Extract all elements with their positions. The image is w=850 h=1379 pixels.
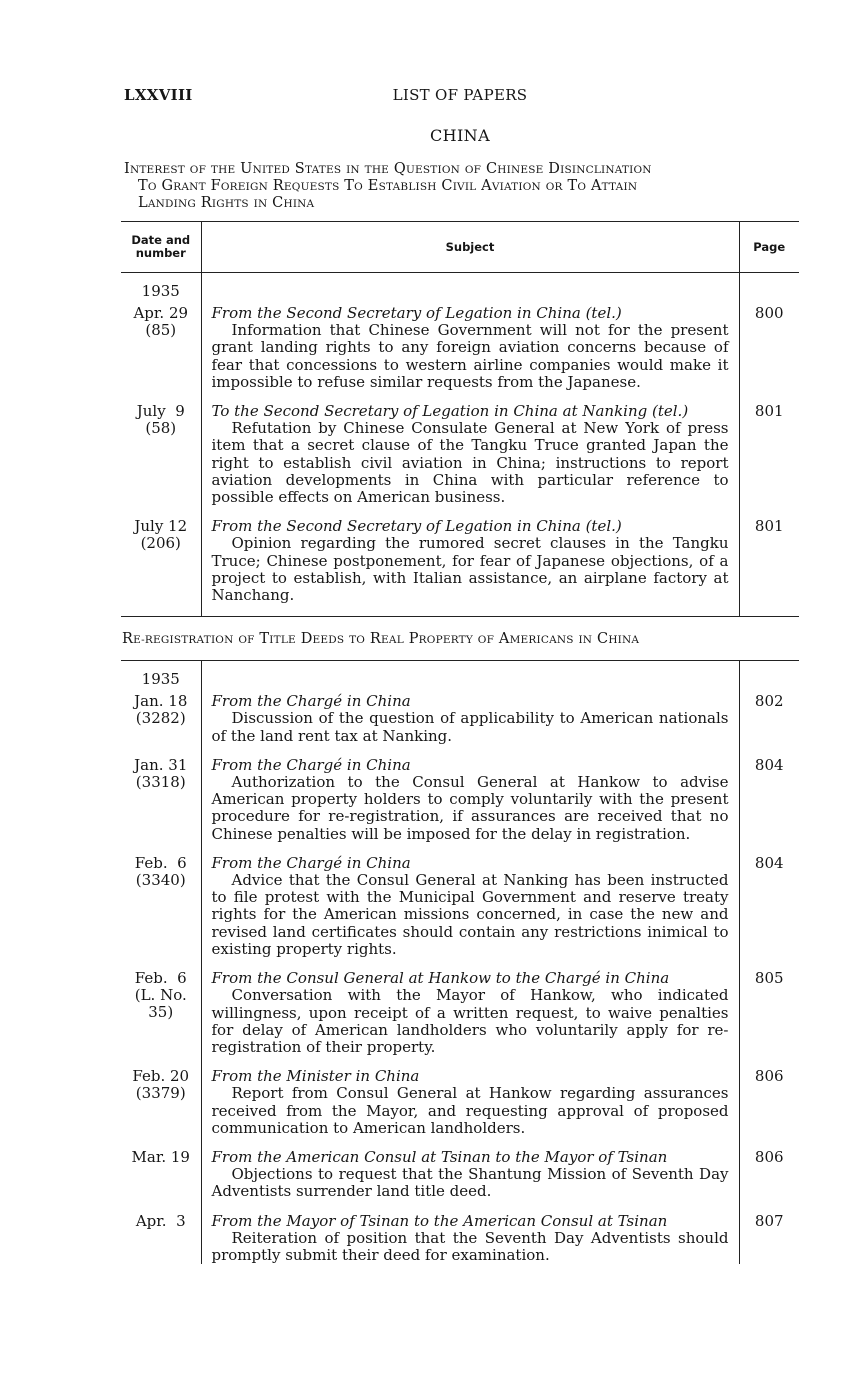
year-label: 1935	[141, 670, 180, 689]
entry-summary: Refutation by Chinese Consulate General at New York of press item that a secret clause of the Tangku Truce granted Japan the right to establish civil aviation in China; instructions to report aviation developments in China with particular reference to possible effects on American business.	[211, 419, 729, 507]
section-title-line: TO GRANT FOREIGN REQUESTS TO ESTABLISH CIVIL AVIATION OR TO ATTAIN	[138, 178, 638, 194]
entry-addressee: From the Chargé in China	[211, 853, 411, 872]
entry-number: (3340)	[135, 870, 186, 889]
year-row	[121, 661, 799, 693]
entry-number: (L. No.	[134, 986, 187, 1005]
subject-cell	[201, 757, 739, 843]
entry-page: 806	[754, 1067, 784, 1086]
subject-cell	[201, 1149, 739, 1201]
entry-date: Apr. 29	[133, 304, 189, 322]
subject-cell	[201, 970, 739, 1056]
entry-number-continued: 35)	[148, 1003, 174, 1022]
subject-cell	[201, 1068, 739, 1137]
entry-date: Feb. 6	[134, 853, 187, 872]
column-header-page: Page	[739, 222, 799, 273]
table-row	[121, 970, 799, 1056]
table-row	[121, 403, 799, 506]
date-cell	[121, 403, 201, 506]
entry-date: Apr. 3	[135, 1211, 186, 1230]
table-header-row	[121, 222, 799, 273]
entry-summary: Advice that the Consul General at Nanking has been instructed to file protest with the Municipal Government and reserve treaty rights for the American missions concerned, in case the new and revised land certificates should contain any restrictions inimical to existing property rights.	[211, 871, 729, 958]
subject-cell	[201, 518, 739, 604]
entry-page: 805	[754, 969, 784, 988]
entry-number: (85)	[145, 321, 177, 339]
table-row	[121, 305, 799, 391]
section-divider	[121, 616, 799, 617]
table-row	[121, 757, 799, 843]
section-title-civil-aviation	[121, 161, 799, 212]
subject-cell	[201, 693, 739, 745]
entry-number: (3318)	[135, 772, 186, 791]
entry-page: 804	[754, 755, 784, 774]
entry-date: Jan. 18	[134, 692, 188, 711]
subject-cell	[201, 1213, 739, 1265]
folio-number: LXXVIII	[124, 86, 193, 104]
entry-number: (206)	[140, 534, 181, 553]
country-heading: CHINA	[429, 126, 491, 145]
entry-page: 801	[754, 517, 784, 536]
column-header-subject: Subject	[201, 222, 739, 273]
running-title: LIST OF PAPERS	[392, 86, 528, 104]
table-row	[121, 518, 799, 604]
papers-table-title-deeds	[121, 660, 799, 1264]
column-header-date-line1: Date and	[131, 233, 191, 247]
date-cell	[121, 693, 201, 745]
column-header-date	[121, 222, 201, 273]
entry-addressee: From the Mayor of Tsinan to the American Consul at Tsinan	[211, 1211, 668, 1230]
entry-summary: Report from Consul General at Hankow regarding assurances received from the Mayor, and requesting approval of proposed communication to American landholders.	[211, 1084, 729, 1137]
column-header-date-line2: number	[135, 246, 186, 260]
entry-date: Feb. 6	[134, 969, 187, 988]
entry-summary: Conversation with the Mayor of Hankow, who indicated willingness, upon receipt of a written request, to waive penalties for delay of American landholders who voluntarily apply for re-registration of their property.	[211, 986, 729, 1056]
date-cell	[121, 970, 201, 1056]
table-row	[121, 1213, 799, 1265]
date-cell	[121, 855, 201, 958]
date-cell	[121, 305, 201, 391]
running-head	[121, 86, 799, 108]
date-cell	[121, 757, 201, 843]
entry-number: (58)	[145, 419, 177, 438]
entry-number: (3282)	[135, 709, 186, 728]
subject-cell	[201, 855, 739, 958]
entry-date: July 9	[136, 402, 185, 421]
entry-addressee: From the American Consul at Tsinan to the Mayor of Tsinan	[211, 1147, 668, 1166]
section-title-title-deeds: RE-REGISTRATION OF TITLE DEEDS TO REAL PROPERTY OF AMERICANS IN CHINA	[122, 631, 640, 648]
year-label: 1935	[141, 282, 180, 300]
section-title-line: INTEREST OF THE UNITED STATES IN THE QUESTION OF CHINESE DISINCLINATION	[124, 161, 652, 177]
document-page	[121, 86, 799, 1264]
entry-summary: Objections to request that the Shantung Mission of Seventh Day Adventists surrender land title deed.	[211, 1165, 729, 1201]
table-row	[121, 1068, 799, 1137]
entry-addressee: From the Minister in China	[211, 1067, 420, 1086]
subject-cell	[201, 403, 739, 506]
entry-date: Mar. 19	[131, 1147, 190, 1166]
entry-addressee: To the Second Secretary of Legation in China at Nanking (tel.)	[211, 402, 689, 421]
entry-summary: Opinion regarding the rumored secret clauses in the Tangku Truce; Chinese postponement, for fear of Japanese objections, of a project to establish, with Italian assistance, an airplane factory at Nanchang.	[211, 534, 729, 605]
papers-table-civil-aviation	[121, 221, 799, 616]
entry-addressee: From the Second Secretary of Legation in China (tel.)	[211, 517, 622, 536]
entry-addressee: From the Chargé in China	[211, 692, 411, 711]
entry-date: July 12	[134, 517, 188, 536]
entry-summary: Reiteration of position that the Seventh Day Adventists should promptly submit their deed for examination.	[211, 1228, 729, 1264]
date-cell	[121, 1149, 201, 1201]
entry-page: 802	[754, 692, 784, 711]
table-row	[121, 693, 799, 745]
entry-date: Feb. 20	[132, 1067, 190, 1086]
subject-cell	[201, 305, 739, 391]
entry-summary: Discussion of the question of applicability to American nationals of the land rent tax at Nanking.	[211, 709, 729, 745]
table-row	[121, 855, 799, 958]
entry-addressee: From the Chargé in China	[211, 755, 411, 774]
date-cell	[121, 1213, 201, 1265]
entry-addressee: From the Second Secretary of Legation in China (tel.)	[211, 304, 622, 322]
entry-page: 804	[754, 853, 784, 872]
entry-page: 806	[754, 1147, 784, 1166]
entry-number: (3379)	[135, 1084, 186, 1103]
entry-addressee: From the Consul General at Hankow to the Chargé in China	[211, 969, 670, 988]
date-cell	[121, 1068, 201, 1137]
entry-summary: Authorization to the Consul General at Hankow to advise American property holders to comply voluntarily with the present procedure for re-registration, if assurances are received that no Chinese penalties will be imposed for the delay in registration.	[211, 773, 729, 843]
table-row	[121, 1149, 799, 1201]
entry-page: 807	[754, 1211, 784, 1230]
date-cell	[121, 518, 201, 604]
entry-summary: Information that Chinese Government will not for the present grant landing rights to any foreign aviation concerns because of fear that concessions to western airline companies would make it impossible to refuse similar requests from the Japanese.	[211, 321, 729, 391]
entry-page: 800	[754, 304, 784, 322]
year-row	[121, 273, 799, 306]
section-title-line: LANDING RIGHTS IN CHINA	[138, 195, 315, 211]
entry-page: 801	[754, 402, 784, 421]
entry-date: Jan. 31	[134, 755, 188, 774]
